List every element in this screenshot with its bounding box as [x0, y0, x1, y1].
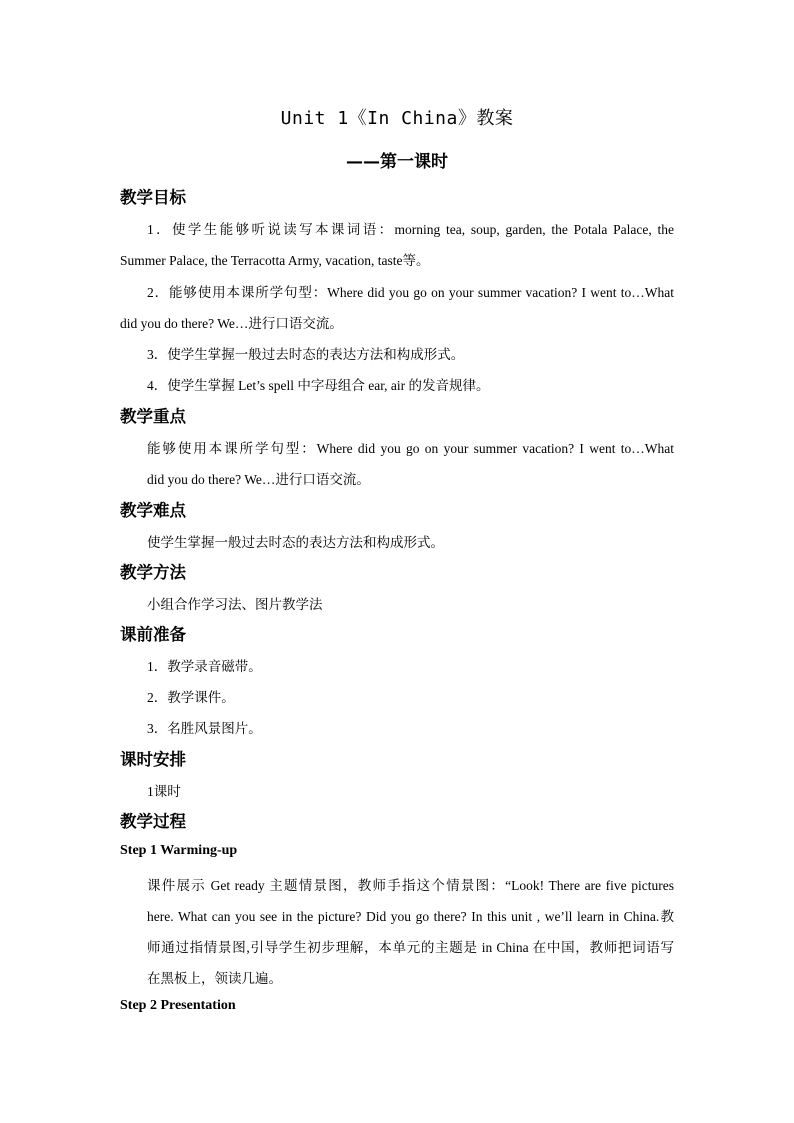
heading-difficulties: 教学难点: [120, 501, 186, 520]
goal-1-line-2: Summer Palace, the Terracotta Army, vacation, taste等。: [120, 253, 430, 268]
key-points-line-1: 能够使用本课所学句型：Where did you go on your summer vacation? I went to…What: [147, 441, 674, 456]
heading-preparation: 课前准备: [120, 625, 186, 644]
heading-key-points: 教学重点: [120, 407, 186, 426]
preparation-item-1: 1．教学录音磁带。: [147, 659, 262, 674]
step-1-line-3: 师通过指情景图,引导学生初步理解，本单元的主题是 in China 在中国，教师把词语写: [147, 940, 674, 955]
step-1-line-1: 课件展示 Get ready 主题情景图，教师手指这个情景图：“Look! There are five pictures: [147, 878, 674, 893]
heading-goals: 教学目标: [120, 188, 186, 207]
heading-process: 教学过程: [120, 812, 186, 831]
step-1-line-2: here. What can you see in the picture? Did you go there? In this unit , we’ll learn in China.教: [147, 909, 674, 924]
step-1-heading: Step 1 Warming-up: [120, 843, 238, 858]
heading-schedule: 课时安排: [120, 750, 186, 769]
goal-2-line-2: did you do there? We…进行口语交流。: [120, 316, 343, 331]
difficulties-line-1: 使学生掌握一般过去时态的表达方法和构成形式。: [147, 535, 444, 550]
document-title: Unit 1《In China》教案: [280, 108, 514, 129]
heading-methods: 教学方法: [120, 563, 186, 582]
goal-3: 3．使学生掌握一般过去时态的表达方法和构成形式。: [147, 347, 465, 362]
preparation-item-2: 2．教学课件。: [147, 690, 235, 705]
schedule-line-1: 1课时: [147, 784, 181, 799]
goal-2-line-1: 2．能够使用本课所学句型：Where did you go on your summer vacation? I went to…What: [147, 285, 674, 300]
key-points-line-2: did you do there? We…进行口语交流。: [147, 472, 370, 487]
methods-line-1: 小组合作学习法、图片教学法: [147, 597, 323, 612]
preparation-item-3: 3．名胜风景图片。: [147, 721, 262, 736]
step-1-line-4: 在黑板上，领读几遍。: [147, 971, 282, 986]
goal-4: 4．使学生掌握 Let’s spell 中字母组合 ear, air 的发音规律。: [147, 378, 490, 393]
goal-1-line-1: 1．使学生能够听说读写本课词语：morning tea, soup, garden, the Potala Palace, the: [147, 222, 674, 237]
document-subtitle: ——第一课时: [346, 152, 448, 172]
step-2-heading: Step 2 Presentation: [120, 998, 236, 1013]
